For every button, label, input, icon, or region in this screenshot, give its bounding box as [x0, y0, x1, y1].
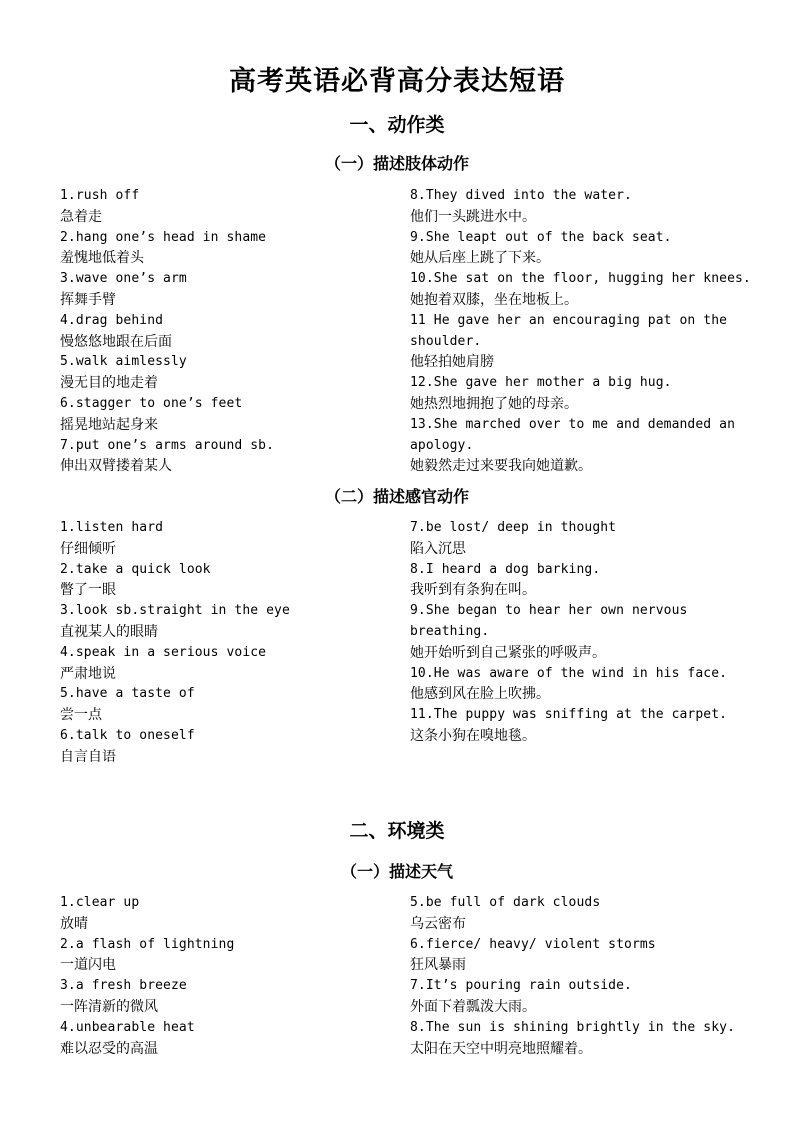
phrase-translation: 她开始听到自己紧张的呼吸声。 [410, 644, 606, 661]
phrase-translation: 严肃地说 [60, 665, 116, 682]
phrase-english: 4.unbearable heat [60, 1019, 195, 1035]
phrase-translation: 她从后座上跳了下来。 [410, 250, 550, 267]
phrase-english: 1.clear up [60, 895, 140, 910]
phrase-translation: 她毅然走过来要我向她道歉。 [410, 458, 592, 475]
weather-left-column [60, 893, 395, 1059]
phrase-translation: 这条小狗在嗅地毯。 [410, 727, 536, 744]
phrase-translation: 一道闪电 [60, 957, 116, 974]
phrase-translation: 仔细倾听 [60, 540, 116, 557]
phrase-translation: 她热烈地拥抱了她的母亲。 [410, 395, 578, 412]
phrase-translation: 我听到有条狗在叫。 [410, 582, 536, 599]
sense-actions-right-column [410, 518, 735, 747]
phrase-english: 10.She sat on the floor, hugging her knees. [410, 271, 751, 287]
section-heading-environment: 二、环境类 [349, 820, 445, 842]
section-heading-actions: 一、动作类 [349, 114, 445, 136]
phrase-english: 9.She began to hear her own nervous [410, 603, 688, 619]
body-actions-right-column [410, 186, 751, 477]
phrase-english: 11.The puppy was sniffing at the carpet. [410, 707, 728, 723]
phrase-translation: 漫无目的地走着 [60, 375, 158, 392]
phrase-translation: 陷入沉思 [410, 540, 466, 557]
subsection-heading-sense-actions: （二）描述感官动作 [324, 487, 469, 506]
phrase-english: 8.The sun is shining brightly in the sky. [410, 1019, 735, 1035]
phrase-translation: 尝一点 [60, 707, 102, 724]
phrase-english: 13.She marched over to me and demanded an [410, 416, 735, 432]
subsection-heading-weather: （一）描述天气 [340, 862, 453, 881]
phrase-english: 1.listen hard [60, 520, 164, 535]
phrase-english: 5.be full of dark clouds [410, 895, 601, 910]
body-actions-left-column [60, 186, 395, 477]
weather-right-column [410, 893, 735, 1059]
phrase-english: 12.She gave her mother a big hug. [410, 375, 672, 391]
phrase-translation: 她抱着双膝，坐在地板上。 [410, 291, 578, 308]
phrase-translation: 难以忍受的高温 [60, 1040, 158, 1057]
phrase-english: 7.be lost/ deep in thought [410, 520, 617, 535]
phrase-english: breathing. [410, 623, 490, 639]
phrase-english: apology. [410, 437, 474, 453]
phrase-translation: 瞥了一眼 [60, 582, 116, 599]
phrase-english: 6.stagger to one’s feet [60, 395, 243, 411]
page-title: 高考英语必背高分表达短语 [229, 66, 565, 97]
phrase-translation: 他们一头跳进水中。 [410, 208, 536, 225]
phrase-english: 9.She leapt out of the back seat. [410, 229, 672, 245]
phrase-translation: 太阳在天空中明亮地照耀着。 [410, 1040, 592, 1057]
phrase-translation: 他轻拍她肩膀 [410, 354, 494, 371]
phrase-english: 3.a fresh breeze [60, 978, 187, 994]
phrase-english: 2.a flash of lightning [60, 936, 235, 952]
phrase-english: 8.I heard a dog barking. [410, 561, 601, 577]
phrase-translation: 直视某人的眼睛 [60, 623, 158, 640]
phrase-translation: 外面下着瓢泼大雨。 [410, 998, 536, 1015]
phrase-translation: 挥舞手臂 [60, 291, 116, 308]
subsection-heading-body-actions: （一）描述肢体动作 [324, 154, 469, 173]
phrase-translation: 摇晃地站起身来 [60, 416, 158, 433]
phrase-english: 11 He gave her an encouraging pat on the [410, 312, 728, 328]
phrase-english: 5.walk aimlessly [60, 354, 187, 370]
phrase-translation: 狂风暴雨 [410, 957, 466, 974]
phrase-translation: 他感到风在脸上吹拂。 [410, 686, 550, 703]
phrase-translation: 一阵清新的微风 [60, 998, 158, 1015]
phrase-english: 6.talk to oneself [60, 727, 195, 743]
phrase-english: 1.rush off [60, 188, 140, 203]
phrase-english: 5.have a taste of [60, 686, 195, 702]
phrase-translation: 急着走 [60, 208, 102, 225]
phrase-english: 3.wave one’s arm [60, 271, 187, 287]
phrase-translation: 自言自语 [60, 748, 116, 765]
phrase-english: 2.take a quick look [60, 561, 211, 577]
phrase-english: 10.He was aware of the wind in his face. [410, 665, 728, 681]
phrase-translation: 伸出双臂搂着某人 [60, 458, 172, 475]
phrase-english: 4.drag behind [60, 312, 164, 328]
phrase-translation: 慢悠悠地跟在后面 [60, 333, 172, 350]
sense-actions-left-column [60, 518, 395, 768]
phrase-english: 2.hang one’s head in shame [60, 229, 267, 245]
phrase-translation: 乌云密布 [410, 915, 466, 932]
phrase-english: 6.fierce/ heavy/ violent storms [410, 936, 656, 952]
phrase-english: 7.put one’s arms around sb. [60, 437, 275, 453]
phrase-english: 4.speak in a serious voice [60, 644, 267, 660]
phrase-english: shoulder. [410, 333, 482, 349]
phrase-english: 8.They dived into the water. [410, 188, 632, 203]
phrase-english: 7.It’s pouring rain outside. [410, 978, 632, 994]
phrase-translation: 羞愧地低着头 [60, 250, 144, 267]
phrase-translation: 放晴 [60, 915, 88, 932]
phrase-english: 3.look sb.straight in the eye [60, 603, 290, 619]
